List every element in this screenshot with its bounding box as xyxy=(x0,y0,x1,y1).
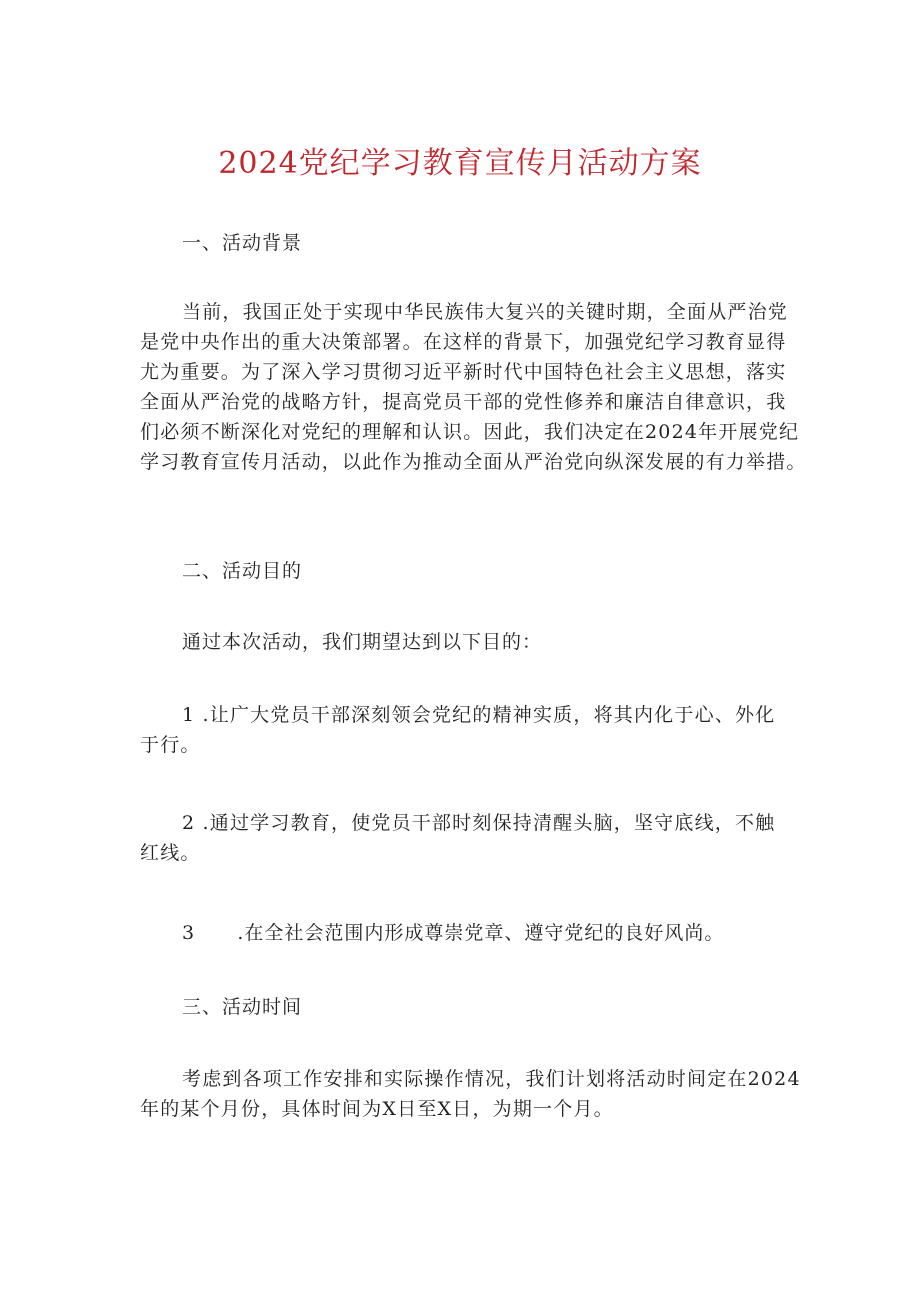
time-paragraph xyxy=(140,1064,801,1124)
purpose-intro: 通过本次活动，我们期望达到以下目的： xyxy=(182,631,543,653)
paragraph-line: 学习教育宣传月活动，以此作为推动全面从严治党向纵深发展的有力举措。 xyxy=(140,451,807,473)
paragraph-line: 是党中央作出的重大决策部署。在这样的背景下，加强党纪学习教育显得 xyxy=(140,331,787,353)
paragraph-line: 红线。 xyxy=(140,842,201,864)
section-heading-background: 一、活动背景 xyxy=(182,232,303,254)
paragraph-line: 于行。 xyxy=(140,734,201,756)
paragraph-line: 尤为重要。为了深入学习贯彻习近平新时代中国特色社会主义思想，落实 xyxy=(140,361,787,383)
document-title: 2024党纪学习教育宣传月活动方案 xyxy=(218,146,702,181)
section-heading-time: 三、活动时间 xyxy=(182,996,303,1018)
paragraph-line: 们必须不断深化对党纪的理解和认识。因此，我们决定在2024年开展党纪 xyxy=(140,421,800,443)
paragraph-line: 考虑到各项工作安排和实际操作情况，我们计划将活动时间定在2024 xyxy=(182,1068,801,1090)
paragraph-line: 全面从严治党的战略方针，提高党员干部的党性修养和廉洁自律意识，我 xyxy=(140,391,787,413)
purpose-item-2 xyxy=(140,808,786,868)
paragraph-line: 年的某个月份，具体时间为X日至X日，为期一个月。 xyxy=(140,1098,614,1120)
paragraph-line: 1 .让广大党员干部深刻领会党纪的精神实质，将其内化于心、外化 xyxy=(182,704,776,726)
paragraph-line: 2 .通过学习教育，使党员干部时刻保持清醒头脑，坚守底线，不触 xyxy=(182,812,776,834)
purpose-item-3: 3 .在全社会范围内形成尊崇党章、遵守党纪的良好风尚。 xyxy=(182,922,725,944)
purpose-item-1 xyxy=(140,700,786,760)
background-paragraph xyxy=(140,297,807,477)
section-heading-purpose: 二、活动目的 xyxy=(182,560,303,582)
paragraph-line: 当前，我国正处于实现中华民族伟大复兴的关键时期，全面从严治党 xyxy=(182,301,789,323)
